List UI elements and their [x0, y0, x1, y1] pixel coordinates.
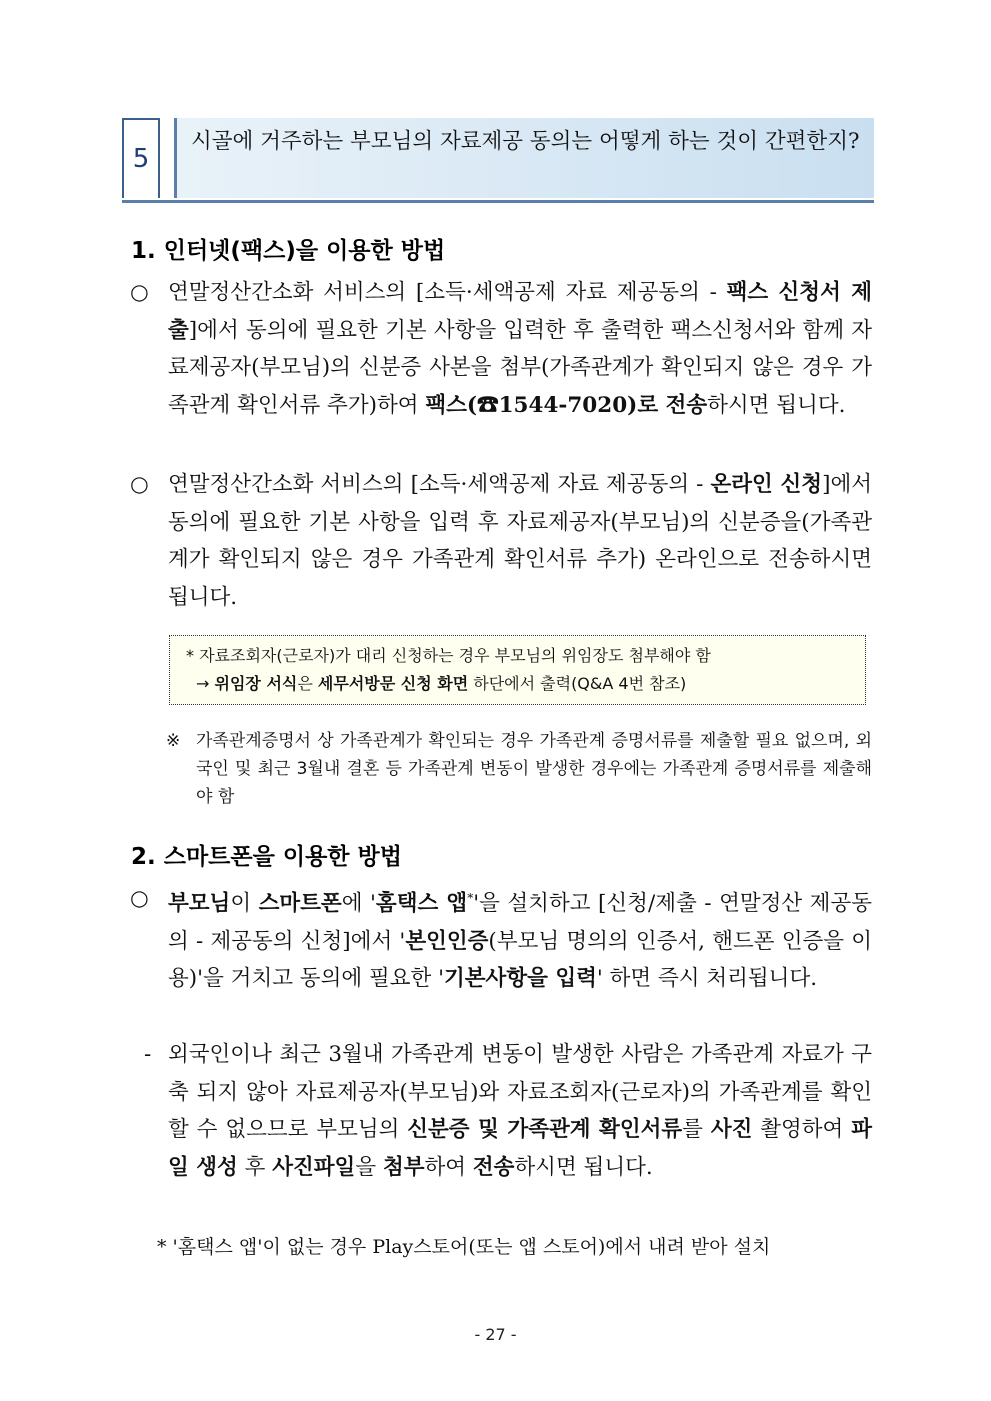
- bullet-circle: ○: [130, 280, 149, 305]
- footnote: * '홈택스 앱'이 없는 경우 Play스토어(또는 앱 스토어)에서 내려 받아 설치: [157, 1236, 771, 1258]
- delegation-note-box: [169, 635, 866, 705]
- question-text: 시골에 거주하는 부모님의 자료제공 동의는 어떻게 하는 것이 간편한지?: [174, 118, 874, 198]
- reference-mark: ※: [166, 731, 181, 751]
- bullet-circle: ○: [130, 886, 149, 911]
- section2-paragraph-2: - 외국인이나 최근 3월내 가족관계 변동이 발생한 사람은 가족관계 자료가 구축 되지 않아 자료제공자(부모님)와 자료조회자(근로자)의 가족관계를 확인할 수 없으므로 부모님의 신분증 및 가족관계 확인서류를 사진 촬영하여 파일 생성 후 사진파일을 첨부하여 전송하시면 됩니다.: [130, 1036, 872, 1186]
- arrow-icon: →: [196, 674, 215, 693]
- section1-paragraph-1: ○ 연말정산간소화 서비스의 [소득·세액공제 자료 제공동의 - 팩스 신청서 제출]에서 동의에 필요한 기본 사항을 입력한 후 출력한 팩스신청서와 함께 자료제공자(부모님)의 신분증 사본을 첨부(가족관계가 확인되지 않은 경우 가족관계 확인서류 추가)하여 팩스(☎1544-7020)로 전송하시면 됩니다.: [130, 274, 872, 424]
- section1-paragraph-2: ○ 연말정산간소화 서비스의 [소득·세액공제 자료 제공동의 - 온라인 신청]에서 동의에 필요한 기본 사항을 입력 후 자료제공자(부모님)의 신분증을(가족관계가 확인되지 않은 경우 가족관계 확인서류 추가) 온라인으로 전송하시면 됩니다.: [130, 466, 872, 616]
- section2-paragraph-1: ○ 부모님이 스마트폰에 '홈택스 앱*'을 설치하고 [신청/제출 - 연말정산 제공동의 - 제공동의 신청]에서 '본인인증(부모님 명의의 인증서, 핸드폰 인증을 이용)'을 거치고 동의에 필요한 '기본사항을 입력' 하면 즉시 처리됩니다.: [130, 880, 872, 998]
- dash-mark: -: [144, 1042, 152, 1067]
- bullet-circle: ○: [130, 472, 149, 497]
- note-line-2: → 위임장 서식은 세무서방문 신청 화면 하단에서 출력(Q&A 4번 참조): [196, 674, 687, 693]
- question-number: 5: [122, 118, 160, 198]
- question-box: [122, 118, 874, 203]
- page-number: - 27 -: [474, 1325, 517, 1344]
- note-line-1: * 자료조회자(근로자)가 대리 신청하는 경우 부모님의 위임장도 첨부해야 함: [186, 646, 711, 665]
- section2-heading: 2. 스마트폰을 이용한 방법: [131, 844, 402, 870]
- reference-note: ※ 가족관계증명서 상 가족관계가 확인되는 경우 가족관계 증명서류를 제출할 필요 없으며, 외국인 및 최근 3월내 결혼 등 가족관계 변동이 발생한 경우에는 가족관계 증명서류를 제출해야 함: [166, 727, 872, 811]
- section1-heading: 1. 인터넷(팩스)을 이용한 방법: [131, 238, 446, 264]
